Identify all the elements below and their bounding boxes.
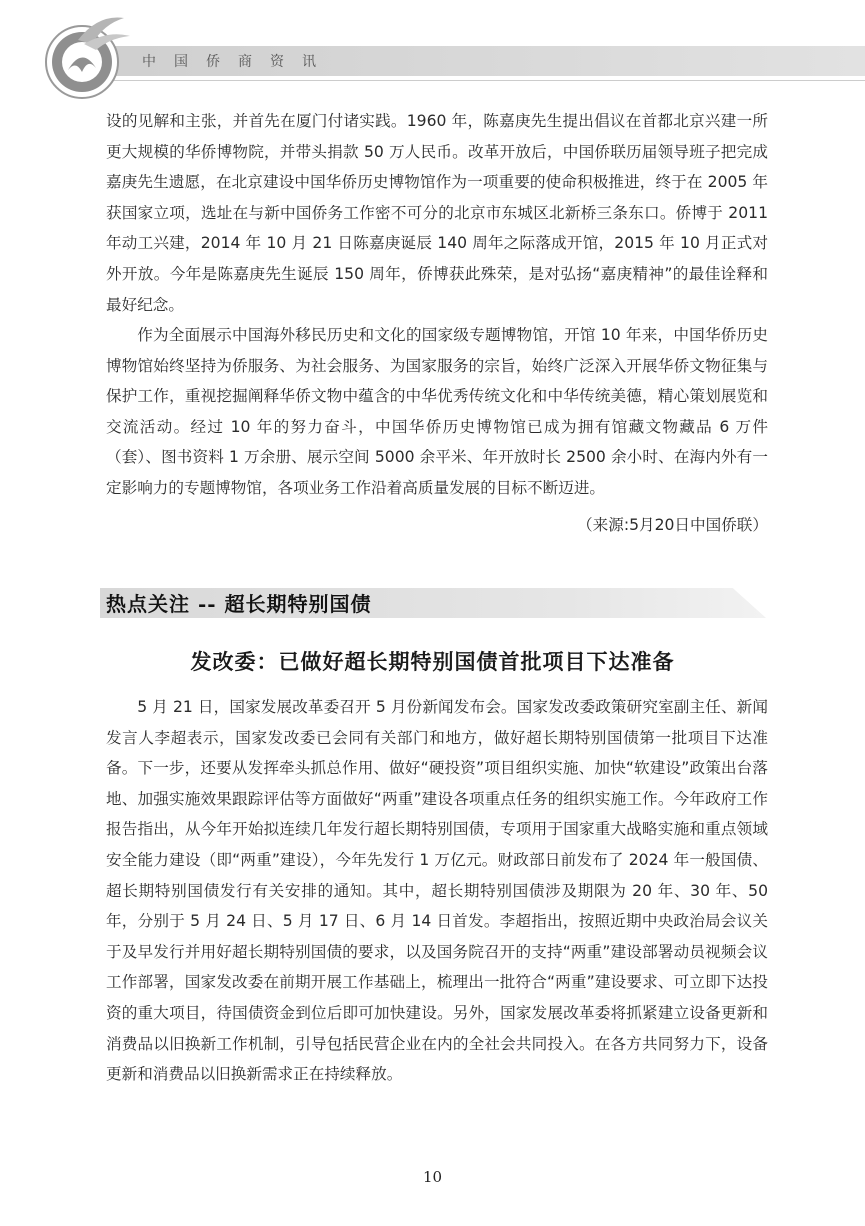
source-note: （来源:5月20日中国侨联）	[577, 516, 768, 534]
paragraph-1: 设的见解和主张，并首先在厦门付诸实践。1960 年，陈嘉庚先生提出倡议在首都北京兴建一所更大规模的华侨博物院，并带头捐款 50 万人民币。改革开放后，中国侨联历届领导班子把完成嘉庚先生遗愿，在北京建设中国华侨历史博物馆作为一项重要的使命积极推进，终于在 2005 年获国家立项，选址在与新中国侨务工作密不可分的北京市东城区北新桥三条东口。侨博于 2011 年动工兴建，2014 年 10 月 21 日陈嘉庚诞辰 140 周年之际落成开馆，2015 年 10 月正式对外开放。今年是陈嘉庚先生诞辰 150 周年，侨博获此殊荣，是对弘扬“嘉庚精神”的最佳诠释和最好纪念。	[106, 112, 768, 314]
section-title: 热点关注 -- 超长期特别国债	[106, 592, 372, 616]
article-title: 发改委：已做好超长期特别国债首批项目下达准备	[190, 650, 675, 674]
article-paragraph: 5 月 21 日，国家发展改革委召开 5 月份新闻发布会。国家发改委政策研究室副主任、新闻发言人李超表示，国家发改委已会同有关部门和地方，做好超长期特别国债第一批项目下达准备。下一步，还要从发挥牵头抓总作用、做好“硬投资”项目组织实施、加快“软建设”政策出台落地、加强实施效果跟踪评估等方面做好“两重”建设各项重点任务的组织实施工作。今年政府工作报告指出，从今年开始拟连续几年发行超长期特别国债，专项用于国家重大战略实施和重点领域安全能力建设（即“两重”建设），今年先发行 1 万亿元。财政部日前发布了 2024 年一般国债、超长期特别国债发行有关安排的通知。其中，超长期特别国债涉及期限为 20 年、30 年、50 年，分别于 5 月 24 日、5 月 17 日、6 月 14 日首发。李超指出，按照近期中央政治局会议关于及早发行并用好超长期特别国债的要求，以及国务院召开的支持“两重”建设部署动员视频会议工作部署，国家发改委在前期开展工作基础上，梳理出一批符合“两重”建设要求、可立即下达投资的重大项目，待国债资金到位后即可加快建设。另外，国家发展改革委将抓紧建立设备更新和消费品以旧换新工作机制，引导包括民营企业在内的全社会共同投入。在各方共同努力下，设备更新和消费品以旧换新需求正在持续释放。	[106, 698, 768, 1084]
page-number: 10	[422, 1168, 443, 1186]
header-title: 中国侨商资讯	[142, 54, 334, 70]
paragraph-2: 作为全面展示中国海外移民历史和文化的国家级专题博物馆，开馆 10 年来，中国华侨历史博物馆始终坚持为侨服务、为社会服务、为国家服务的宗旨，始终广泛深入开展华侨文物征集与保护工作，重视挖掘阐释华侨文物中蕴含的中华优秀传统文化和中华传统美德，精心策划展览和交流活动。经过 10 年的努力奋斗，中国华侨历史博物馆已成为拥有馆藏文物藏品 6 万件（套）、图书资料 1 万余册、展示空间 5000 余平米、年开放时长 2500 余小时、在海内外有一定影响力的专题博物馆，各项业务工作沿着高质量发展的目标不断迈进。	[106, 326, 768, 497]
logo-emblem	[38, 10, 138, 110]
header-rule	[88, 80, 865, 81]
